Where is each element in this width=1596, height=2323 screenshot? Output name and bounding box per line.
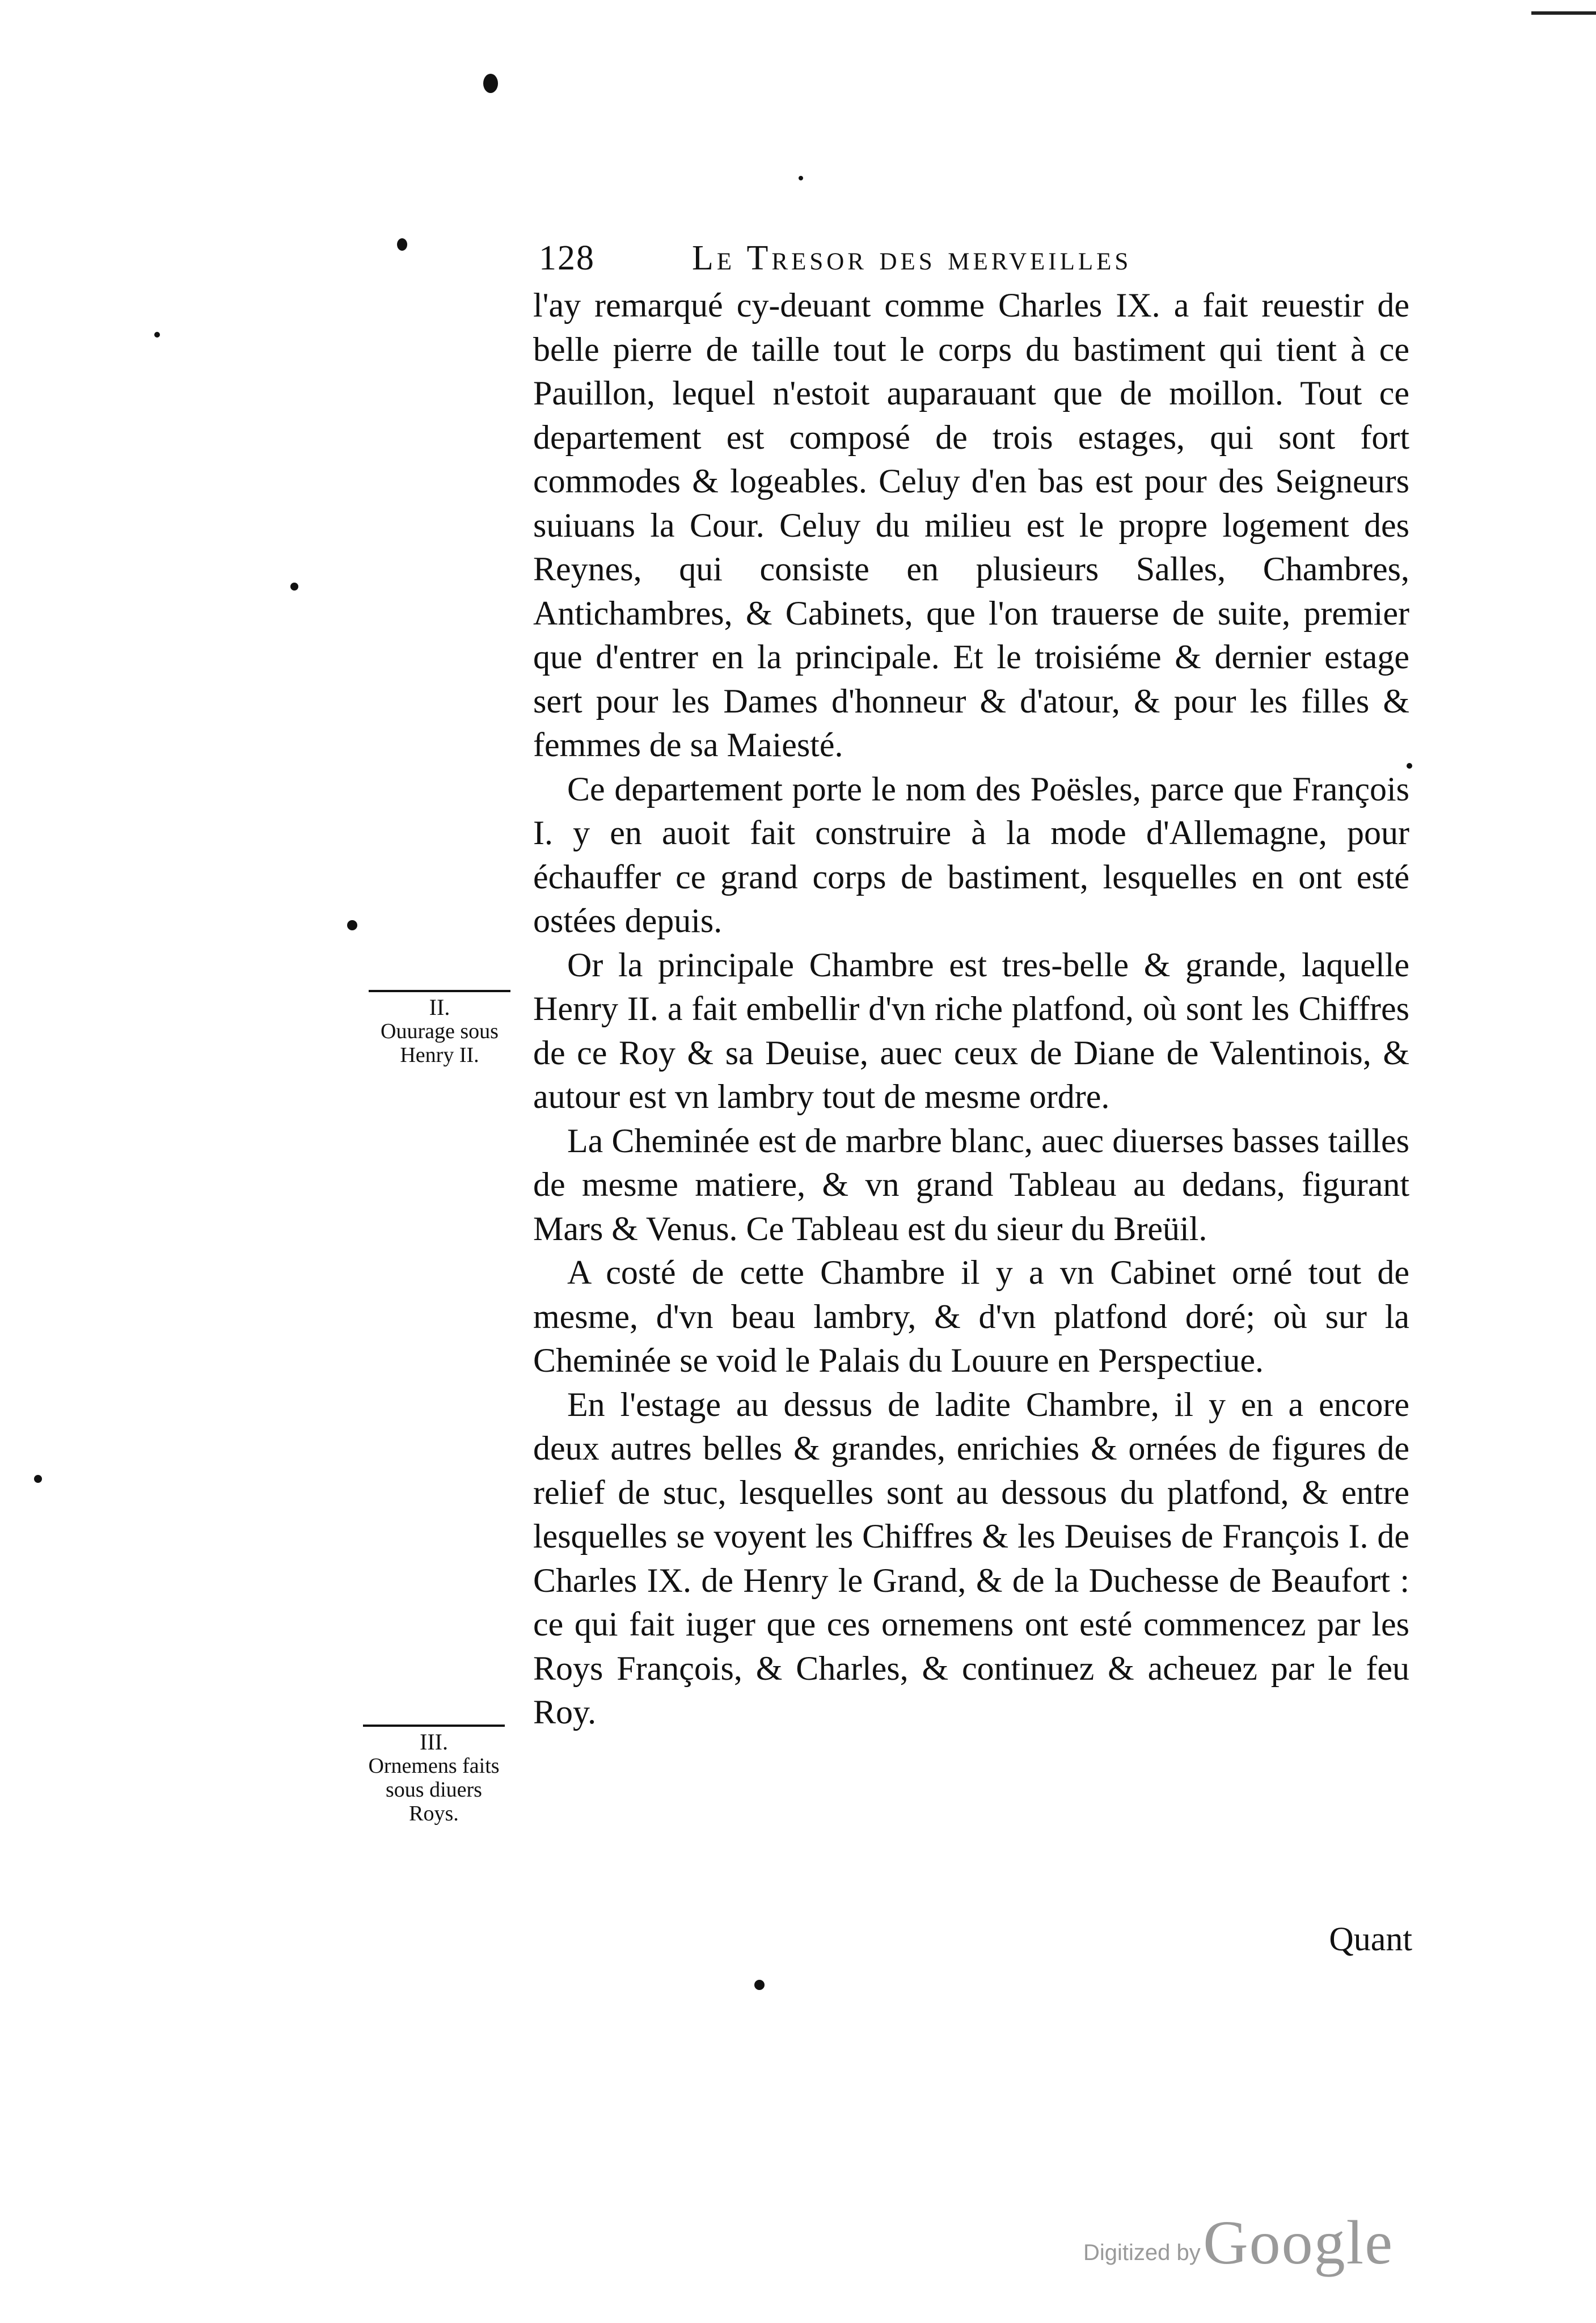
ink-speck — [154, 332, 160, 338]
ink-speck — [34, 1475, 42, 1483]
paragraph: Ce departement porte le nom des Poësles, parce que François I. y en auoit fait construire à la mode d'Allemagne, pour échauffer ce grand corps de bastiment, lesquelles en ont esté ostées depuis. — [533, 770, 1409, 939]
marginal-text: Ornemens faits sous diuers Roys. — [368, 1754, 500, 1825]
marginal-numeral: II. — [429, 994, 450, 1020]
marginal-note — [369, 990, 510, 1067]
watermark-brand: Google — [1203, 2208, 1394, 2277]
marginal-text: Ouurage sous Henry II. — [381, 1019, 499, 1067]
paragraph: La Cheminée est de marbre blanc, auec diuerses basses tailles de mesme matiere, & vn grand Tableau au dedans, figurant Mars & Venus. Ce Tableau est du sieur du Breüil. — [533, 1122, 1409, 1247]
ink-speck — [483, 74, 498, 93]
ink-speck — [397, 238, 407, 251]
paragraph: l'ay remarqué cy-deuant comme Charles IX. a fait reuestir de belle pierre de taille tout le corps du bastiment qui tient à ce Pauillon, lequel n'estoit auparauant que de moillon. Tout ce departement est composé de trois estages, qui sont fort commodes & logeables. Celuy d'en bas est pour des Seigneurs suiuans la Cour. Celuy du milieu est le propre logement des Reynes, qui consiste en plusieurs Salles, Chambres, Antichambres, & Cabinets, que l'on trauerse de suite, premier que d'entrer en la principale. Et le troisiéme & dernier estage sert pour les Dames d'honneur & d'atour, & pour les filles & femmes de sa Maiesté. — [533, 286, 1409, 764]
marginal-rule — [369, 990, 510, 992]
digitization-watermark — [1083, 2207, 1424, 2275]
page-body — [533, 284, 1409, 1735]
paragraph: Or la principale Chambre est tres-belle & grande, laquelle Henry II. a fait embellir d'vn riche platfond, où sont les Chiffres de ce Roy & sa Deuise, auec ceux de Diane de Valentinois, & autour est vn lambry tout de mesme ordre. — [533, 946, 1409, 1115]
ink-speck — [799, 176, 803, 180]
paragraph: En l'estage au dessus de ladite Chambre, il y en a encore deux autres belles & grandes, enrichies & ornées de figures de relief de stuc, lesquelles sont au dessous du platfond, & entre lesquelles se voyent les Chiffres & les Deuises de François I. de Charles IX. de Henry le Grand, & de la Duchesse de Beaufort : ce qui fait iuger que ces ornemens ont esté commencez par les Roys François, & Charles, & continuez & acheuez par le feu Roy. — [533, 1385, 1409, 1731]
ink-speck — [290, 583, 298, 591]
watermark-prefix: Digitized by — [1083, 2240, 1201, 2265]
paragraph: A costé de cette Chambre il y a vn Cabinet orné tout de mesme, d'vn beau lambry, & d'vn platfond doré; où sur la Cheminée se void le Palais du Louure en Perspectiue. — [533, 1254, 1409, 1379]
ink-speck — [347, 920, 357, 930]
marginal-note — [363, 1725, 505, 1825]
page-number: 128 — [539, 239, 595, 277]
running-header — [533, 235, 1418, 281]
scan-edge-mark — [1531, 0, 1596, 15]
marginal-numeral: III. — [420, 1729, 448, 1755]
marginal-rule — [363, 1725, 505, 1727]
running-title: Le Tresor des merveilles — [692, 239, 1132, 277]
catchword: Quant — [1329, 1920, 1412, 1958]
ink-speck — [754, 1980, 765, 1990]
